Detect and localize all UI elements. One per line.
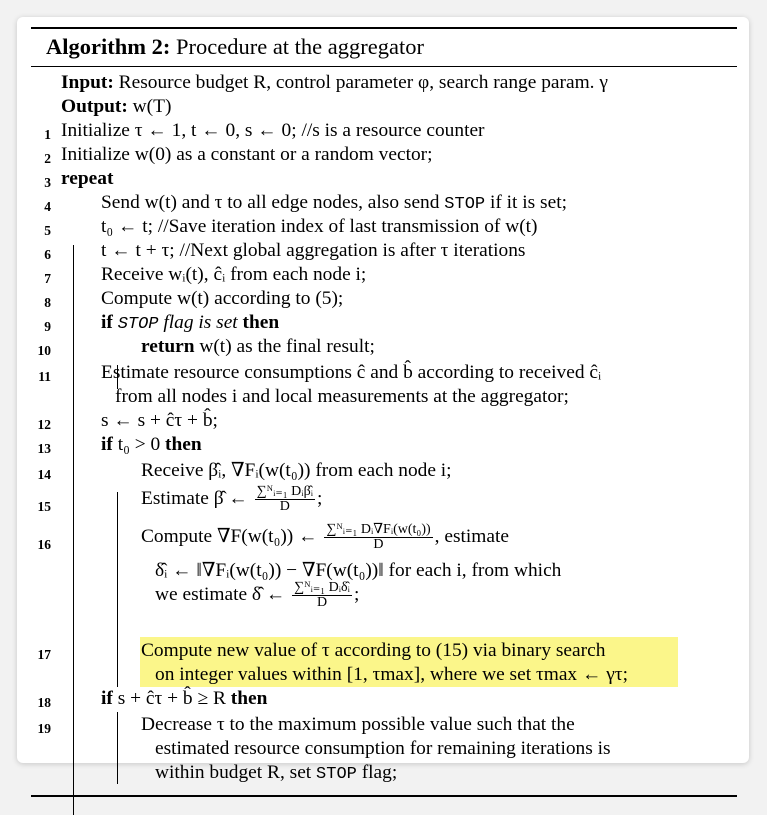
line-11: Estimate resource consumptions ĉ and b̂ according to received ĉᵢ [101, 362, 602, 383]
line-9 [101, 311, 279, 337]
line-number: 12 [37, 417, 51, 432]
gradient-fraction [324, 523, 432, 552]
line-number: 4 [44, 199, 51, 214]
algorithm-title-text: Procedure at the aggregator [170, 34, 424, 59]
line-18-condition: s + ĉτ + b̂ ≥ R [117, 688, 231, 709]
line-19-cont2 [155, 761, 397, 787]
line-15 [141, 485, 322, 514]
line-number: 19 [37, 721, 51, 736]
stop-keyword: STOP [117, 315, 159, 334]
line-17-cont: on integer values within [1, τmax], where we set τmax ← γτ; [155, 664, 628, 685]
line-19-cont2-post: flag; [356, 762, 398, 783]
output-label: Output: [61, 96, 128, 117]
line-number: 7 [44, 271, 51, 286]
fraction-denominator: D [279, 499, 290, 514]
algorithm-body [31, 67, 737, 784]
if-keyword: if [101, 312, 118, 333]
input-label: Input: [61, 72, 114, 93]
algorithm-box [31, 27, 737, 797]
line-15-pre: Estimate β̂ ← [141, 487, 253, 509]
algorithm-card [17, 17, 749, 784]
line-number: 15 [37, 499, 51, 514]
line-number: 6 [44, 247, 51, 262]
line-11-cont: from all nodes i and local measurements at the aggregator; [115, 386, 569, 407]
line-16-cont2 [155, 581, 359, 610]
line-19-cont: estimated resource consumption for remaining iterations is [155, 738, 611, 759]
beta-fraction [255, 485, 315, 514]
algorithm-title [31, 29, 737, 64]
stop-keyword: STOP [444, 195, 486, 214]
line-number: 11 [38, 369, 51, 384]
line-13-condition: t₀ > 0 [117, 434, 166, 455]
then-keyword: then [237, 312, 280, 333]
line-16-cont2-post: ; [353, 583, 360, 605]
line-number: 18 [37, 695, 51, 710]
if-keyword: if [101, 434, 118, 455]
line-number: 2 [44, 151, 51, 166]
line-4-post: if it is set; [485, 192, 567, 213]
if-t0-block-bar [117, 492, 118, 687]
repeat-block-bar [73, 245, 74, 815]
line-3-repeat: repeat [61, 168, 114, 189]
line-4 [101, 191, 567, 217]
line-10-text: w(t) as the final result; [194, 336, 375, 357]
output-text: w(T) [127, 96, 172, 117]
line-16-cont2-pre: we estimate δ̂ ← [155, 583, 291, 605]
line-9-condition: flag is set [158, 312, 238, 333]
line-7: Receive wᵢ(t), ĉᵢ from each node i; [101, 264, 367, 285]
line-19: Decrease τ to the maximum possible value such that the [141, 714, 575, 735]
bottom-rule [31, 795, 737, 797]
line-8: Compute w(t) according to (5); [101, 288, 344, 309]
return-keyword: return [141, 336, 195, 357]
fraction-numerator: ∑ᴺᵢ₌₁ Dᵢβ̂ᵢ [256, 484, 313, 499]
input-line [61, 71, 608, 95]
input-text: Resource budget R, control parameter φ, search range param. γ [113, 72, 608, 93]
line-19-cont2-pre: within budget R, set [155, 762, 317, 783]
then-keyword: then [165, 434, 202, 455]
delta-fraction [292, 581, 352, 610]
if-keyword: if [101, 688, 118, 709]
if-budget-block-bar [117, 712, 118, 784]
line-4-pre: Send w(t) and τ to all edge nodes, also send [101, 192, 445, 213]
line-16-cont: δ̂ᵢ ← ‖∇Fᵢ(w(t₀)) − ∇F(w(t₀))‖ for each i, from which [155, 560, 562, 581]
line-number: 9 [44, 319, 51, 334]
line-number: 10 [37, 343, 51, 358]
line-number: 1 [44, 127, 51, 142]
output-line [61, 95, 171, 119]
line-number: 8 [44, 295, 51, 310]
line-13 [101, 433, 202, 457]
line-number: 13 [37, 441, 51, 456]
line-number: 3 [44, 175, 51, 190]
then-keyword: then [230, 688, 268, 709]
line-16 [141, 523, 509, 552]
line-10 [141, 335, 375, 359]
fraction-numerator: ∑ᴺᵢ₌₁ Dᵢδ̂ᵢ [294, 580, 350, 595]
line-number: 14 [37, 467, 51, 482]
line-1: Initialize τ ← 1, t ← 0, s ← 0; //s is a resource counter [61, 120, 485, 141]
line-number: 5 [44, 223, 51, 238]
fraction-denominator: D [316, 595, 328, 610]
fraction-numerator: ∑ᴺᵢ₌₁ Dᵢ∇Fᵢ(w(t₀)) [326, 522, 431, 537]
line-2: Initialize w(0) as a constant or a random vector; [61, 144, 433, 165]
line-15-post: ; [316, 487, 323, 509]
line-number: 17 [37, 647, 51, 662]
stop-keyword: STOP [316, 765, 357, 784]
fraction-denominator: D [373, 537, 384, 552]
line-16-post: , estimate [434, 525, 509, 547]
line-12: s ← s + ĉτ + b̂; [101, 410, 218, 431]
line-18 [101, 687, 267, 711]
line-6: t ← t + τ; //Next global aggregation is after τ iterations [101, 240, 526, 261]
line-14: Receive β̂ᵢ, ∇Fᵢ(w(t₀)) from each node i; [141, 460, 452, 481]
line-16-pre: Compute ∇F(w(t₀)) ← [141, 525, 323, 547]
line-17: Compute new value of τ according to (15) via binary search [141, 640, 606, 661]
line-number: 16 [37, 537, 51, 552]
line-5: t₀ ← t; //Save iteration index of last transmission of w(t) [101, 216, 538, 237]
algorithm-title-label: Algorithm 2: [46, 34, 171, 59]
